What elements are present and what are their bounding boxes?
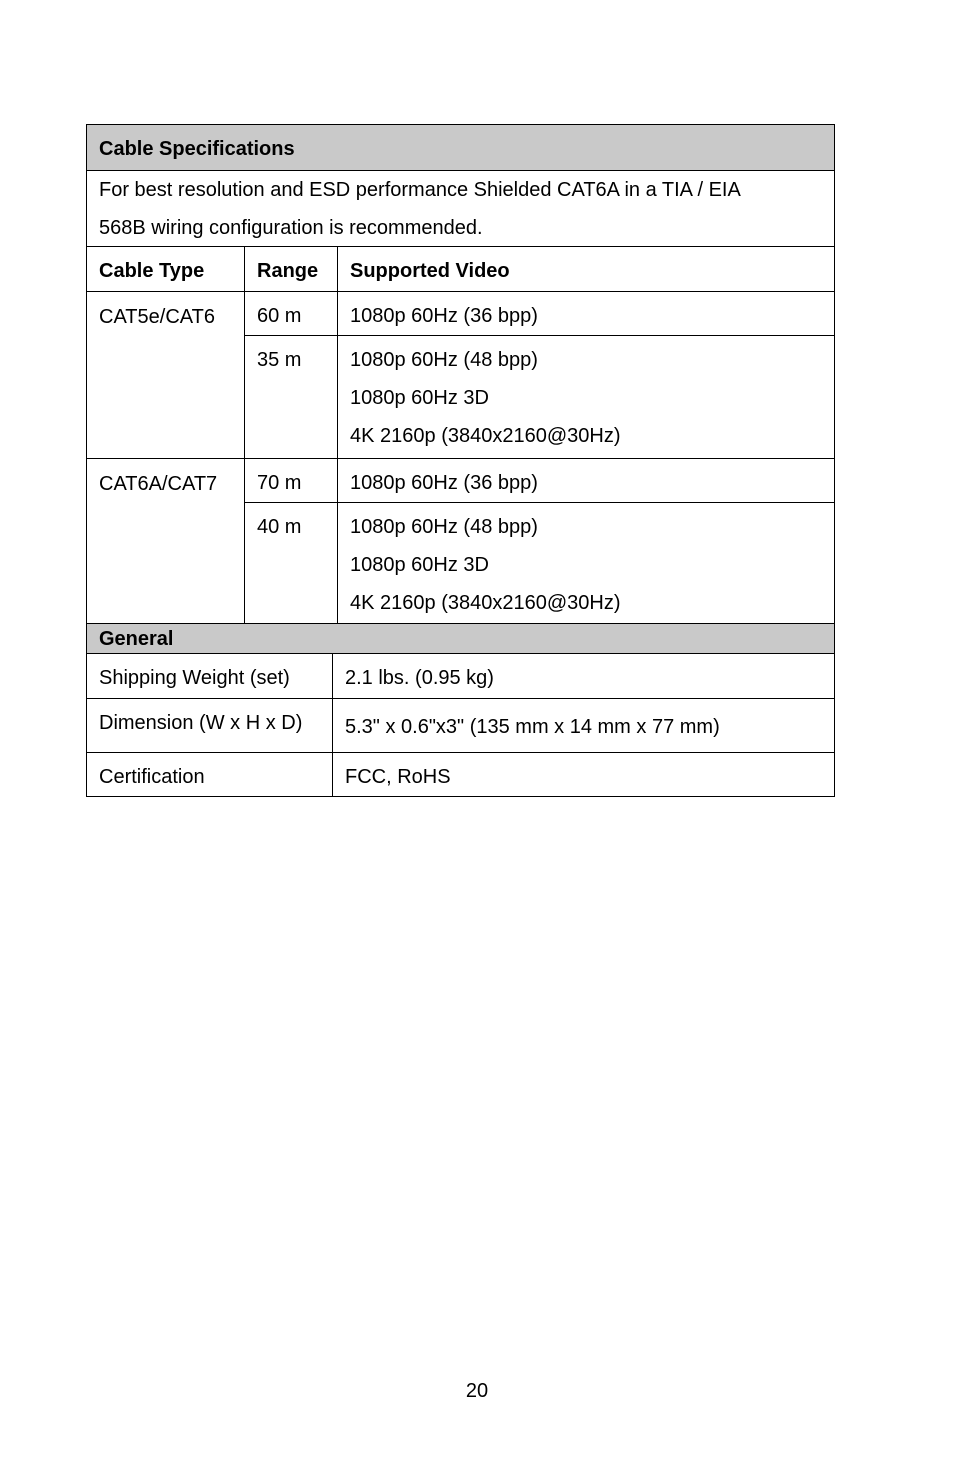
cable-group [87,291,834,458]
range-cell: 70 m [245,459,338,502]
general-value: 2.1 lbs. (0.95 kg) [345,667,494,689]
cable-group [87,458,834,623]
cable-spec-header [87,125,834,170]
spec-table [86,124,835,797]
video-line: 1080p 60Hz 3D [350,554,489,576]
cable-note-line: 568B wiring configuration is recommended. [99,217,483,239]
general-value: 5.3" x 0.6"x3" (135 mm x 14 mm x 77 mm) [345,716,720,738]
general-title: General [99,628,174,650]
cable-note [87,170,834,246]
general-label: Shipping Weight (set) [87,654,333,698]
header-cable-type: Cable Type [87,247,245,291]
general-header [87,623,834,653]
cable-column-headers [87,246,834,291]
cable-spec-title: Cable Specifications [99,138,295,160]
general-row [87,698,834,752]
page-number: 20 [465,1380,489,1402]
video-line: 4K 2160p (3840x2160@30Hz) [350,425,621,447]
cable-type-cell: CAT6A/CAT7 [87,459,245,623]
video-cell: 1080p 60Hz (36 bpp) [350,305,538,327]
general-value: FCC, RoHS [345,766,451,788]
header-supported-video: Supported Video [350,260,510,282]
range-cell: 60 m [245,292,338,335]
cable-range-row [245,459,834,502]
video-line: 1080p 60Hz 3D [350,387,489,409]
video-line: 4K 2160p (3840x2160@30Hz) [350,592,621,614]
cable-note-line: For best resolution and ESD performance Shielded CAT6A in a TIA / EIA [99,179,741,201]
general-row [87,752,834,796]
general-label: Dimension (W x H x D) [87,699,333,752]
video-line: 1080p 60Hz (48 bpp) [350,349,538,371]
general-label: Certification [87,753,333,796]
range-cell: 35 m [257,349,302,371]
video-cell: 1080p 60Hz (36 bpp) [350,472,538,494]
cable-range-row [245,502,834,623]
general-row [87,653,834,698]
cable-type-cell: CAT5e/CAT6 [87,292,245,458]
cable-range-row [245,335,834,458]
header-range: Range [245,247,338,291]
video-line: 1080p 60Hz (48 bpp) [350,516,538,538]
cable-range-row [245,292,834,335]
range-cell: 40 m [257,516,302,538]
